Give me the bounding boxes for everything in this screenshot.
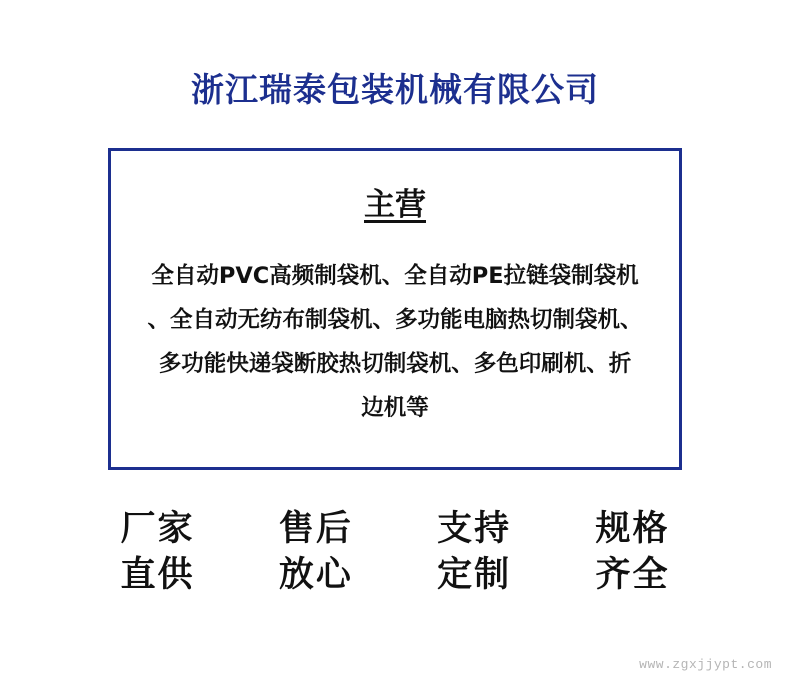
feature-top-text: 售后 xyxy=(278,509,353,549)
product-list-line: 边机等 xyxy=(361,395,429,421)
product-list-line: 多功能快递袋断胶热切制袋机、多色印刷机、折 xyxy=(158,351,632,377)
feature-item-factory-direct xyxy=(90,506,225,598)
feature-item-after-sales xyxy=(248,506,383,598)
feature-item-full-specs xyxy=(565,506,700,598)
site-watermark: www.zgxjjypt.com xyxy=(639,657,772,672)
feature-bottom-text: 直供 xyxy=(120,555,195,595)
feature-item-customization xyxy=(407,506,542,598)
product-list xyxy=(127,254,663,430)
feature-bottom-text: 放心 xyxy=(278,555,353,595)
product-list-line: 、全自动无纺布制袋机、多功能电脑热切制袋机、 xyxy=(147,307,643,333)
company-title: 浙江瑞泰包装机械有限公司 xyxy=(191,70,599,109)
main-content-box xyxy=(108,148,682,470)
box-heading: 主营 xyxy=(364,187,426,223)
feature-bottom-text: 齐全 xyxy=(595,555,670,595)
product-list-line: 全自动PVC高频制袋机、全自动PE拉链袋制袋机 xyxy=(151,263,639,289)
feature-row xyxy=(90,506,700,598)
feature-top-text: 规格 xyxy=(595,509,670,549)
feature-bottom-text: 定制 xyxy=(437,555,512,595)
feature-top-text: 支持 xyxy=(437,509,512,549)
feature-top-text: 厂家 xyxy=(120,509,195,549)
